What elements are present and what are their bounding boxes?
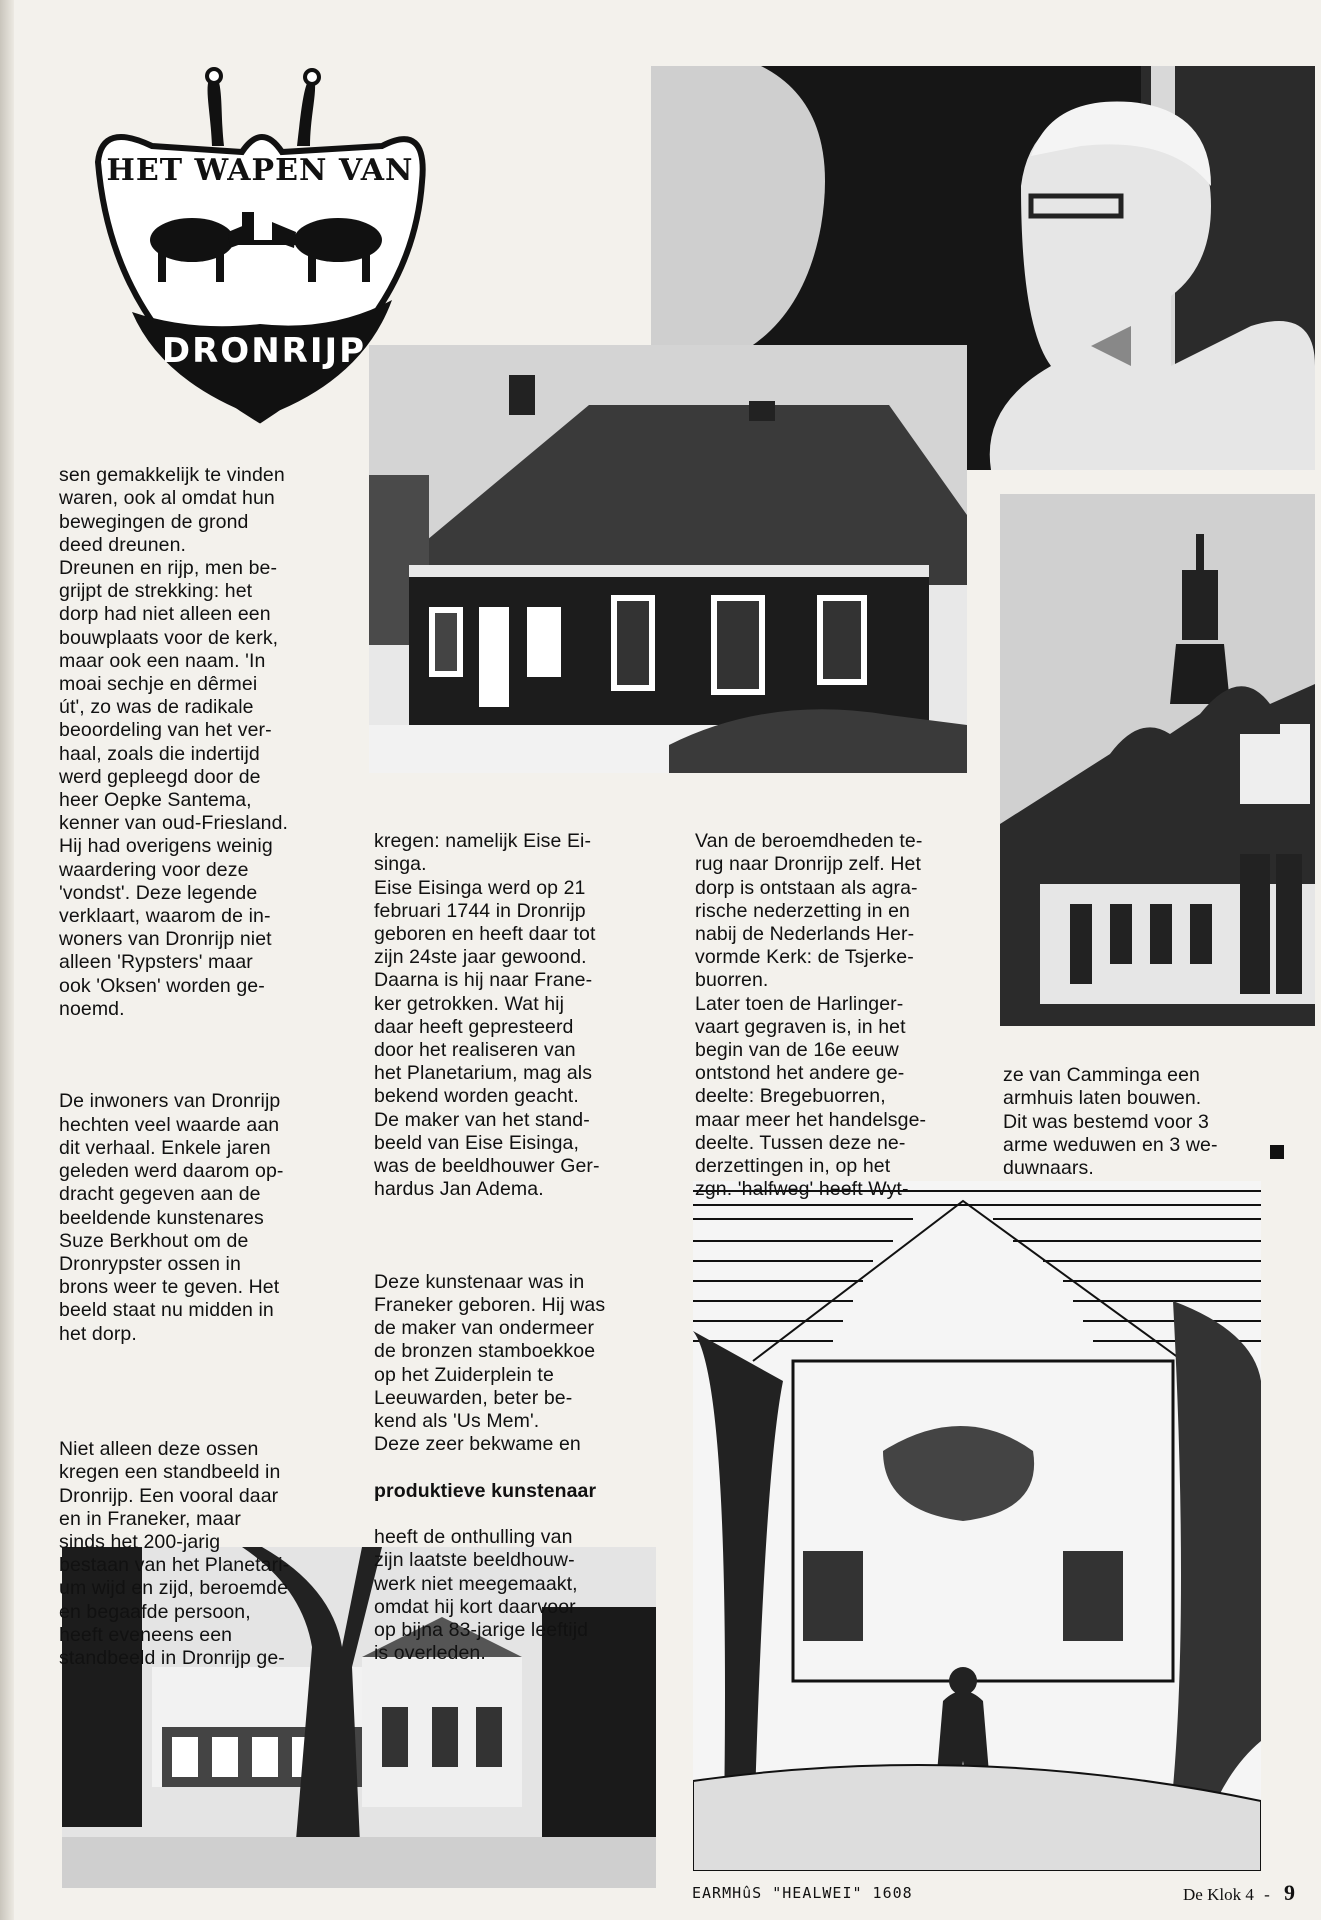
emblem-name: DRONRIJP [161,331,367,371]
page-number: 9 [1284,1880,1295,1905]
footer-separator: - [1264,1885,1270,1904]
sketch-caption: EARMHûS "HEALWEI" 1608 [692,1884,913,1902]
text-column-2 [374,807,674,1689]
earmhus-sketch [693,1181,1261,1871]
page-edge [0,0,14,1920]
text-column-3 [695,807,995,1225]
col1-paragraph-3: Niet alleen deze ossen kregen een standbeeld in Dronrijp. Een vooral daar en in Franeker, maar sinds het 200-jarig bestaan van het Planetari- um wijd en zijd, beroemde en begaafde persoon, heeft eveneens een standbeeld in Dronrijp ge- [59,1438,290,1669]
col2-paragraph-2: Deze kunstenaar was in Franeker geboren. Hij was de maker van ondermeer de bronzen stamboekkoe op het Zuiderplein te Leeuwarden, beter be- kend als 'Us Mem'. Deze zeer bekwame en [374,1270,606,1456]
col1-paragraph-2: De inwoners van Dronrijp hechten veel waarde aan dit verhaal. Enkele jaren geleden werd daarom op- dracht gegeven aan de beeldende kunstenares Suze Berkhout om de Dronrypster ossen in brons weer te geven. Het beeld staat nu midden in het dorp. [59,1090,284,1345]
col3-paragraph-1: Van de beroemdheden te- rug naar Dronrijp zelf. Het dorp is ontstaan als agra- rische nederzetting in en nabij de Nederlands Her- vormde Kerk: de Tsjerke- buorren. Later toen de Harlinger- vaart gegraven is, in het begin van de 16e eeuw ontstond het andere ge- deelte: Bregebuorren, maar meer het handelsge- deelte. Tussen deze ne- derzettingen in, op het zgn. 'halfweg' heeft Wyt- [695,830,927,1201]
text-column-1 [59,441,359,1693]
emblem-title: HET WAPEN VAN [106,153,414,188]
end-of-article-mark [1270,1145,1284,1159]
col1-paragraph-1: sen gemakkelijk te vinden waren, ook al omdat hun bewegingen de grond deed dreunen. Dreunen en rijp, men be- grijpt de strekking: het dorp had niet alleen een bouwplaats voor de kerk, maar ook een naam. 'In moai sechje en dêrmei út', zo was de radikale beoordeling van het ver- haal, zoals die indertijd werd gepleegd door de heer Oepke Santema, kenner van oud-Friesland. Hij had overigens weinig waardering voor deze 'vondst'. Deze legende verklaart, waarom de in- woners van Dronrijp niet alleen 'Rypsters' maar ook 'Oksen' worden ge- noemd. [59,464,289,1020]
col2-paragraph-3: heeft de onthulling van zijn laatste beeldhouw- werk niet meegemaakt, omdat hij kort daarvoor op bijna 83-jarige leeftijd is overleden. [374,1526,589,1665]
page-footer [1183,1880,1295,1906]
col2-bold-phrase: produktieve kunstenaar [374,1479,597,1502]
text-column-4 [1003,1041,1263,1203]
house-photo [369,345,967,773]
church-photo [1000,494,1315,1026]
footer-magazine: De Klok 4 [1183,1885,1254,1904]
col2-paragraph-1: kregen: namelijk Eise Ei- singa. Eise Eisinga werd op 21 februari 1744 in Dronrijp geboren en heeft daar tot zijn 24ste jaar gewoond. Daarna is hij naar Frane- ker getrokken. Wat hij daar heeft gepresteerd door het realiseren van het Planetarium, mag als bekend worden geacht. De maker van het stand- beeld van Eise Eisinga, was de beeldhouwer Ger- hardus Jan Adema. [374,830,600,1201]
col4-paragraph-1: ze van Camminga een armhuis laten bouwen. Dit was bestemd voor 3 arme weduwen en 3 we- duwnaars. [1003,1064,1218,1180]
